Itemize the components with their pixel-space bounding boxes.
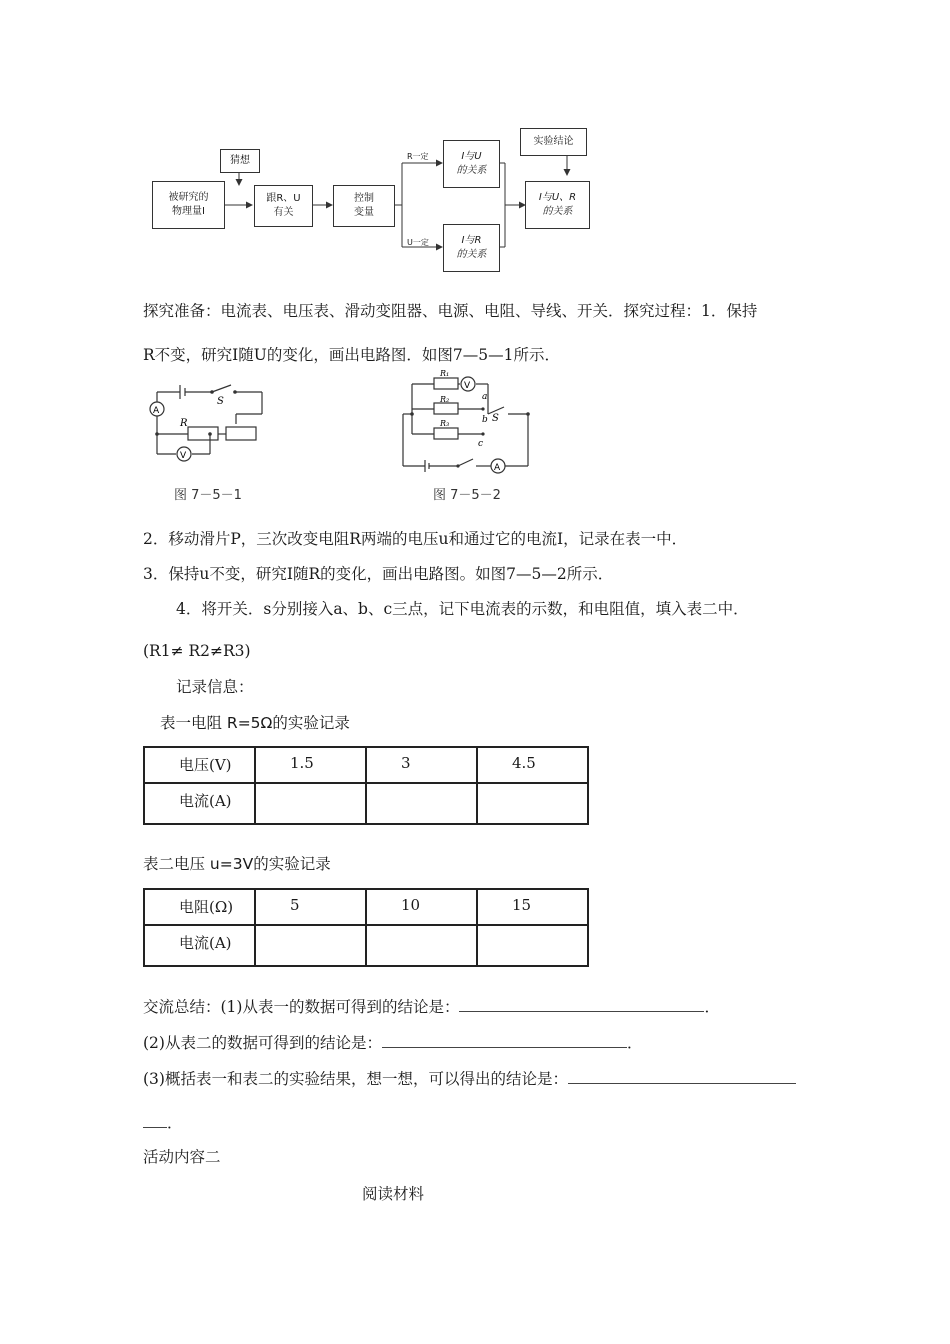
flow-box-conclusion: 实验结论 — [520, 128, 587, 156]
table1-cell: 3 — [366, 747, 477, 783]
flow-box-guess: 猜想 — [220, 149, 260, 173]
table1-row2-label: 电流(A) — [144, 783, 255, 824]
fig2-r2-label: R₂ — [440, 395, 450, 404]
table1-cell: 1.5 — [255, 747, 366, 783]
table2-cell: 15 — [477, 889, 588, 925]
table2-cell: 5 — [255, 889, 366, 925]
table2-row1-label: 电阻(Ω) — [144, 889, 255, 925]
table-voltage-3v — [143, 888, 589, 967]
step-4: 4．将开关．s分别接入a、b、c三点，记下电流表的示数，和电阻值，填入表二中． — [176, 600, 749, 618]
fig2-point-c: c — [478, 439, 484, 449]
flow-box-related: 跟R、U 有关 — [254, 185, 313, 227]
summary-3-text: (3)概括表一和表二的实验结果，想一想，可以得出的结论是： — [143, 1070, 568, 1088]
summary-1-text: 交流总结：(1)从表一的数据可得到的结论是： — [143, 998, 460, 1016]
table-row — [144, 747, 588, 783]
ammeter-label: A — [153, 406, 160, 416]
flow-box-ir: I与R 的关系 — [443, 224, 500, 272]
summary-3-continuation — [143, 1112, 183, 1134]
voltmeter-label: V — [180, 451, 187, 461]
table2-cell: 10 — [366, 889, 477, 925]
table2-cell — [366, 925, 477, 966]
fig2-voltmeter-label: V — [464, 381, 471, 391]
table-row — [144, 925, 588, 966]
summary-3-period: ． — [167, 1114, 183, 1132]
table1-row1-label: 电压(V) — [144, 747, 255, 783]
answer-blank-2[interactable] — [382, 1047, 627, 1048]
table2-title: 表二电压 u=3V的实验记录 — [143, 855, 331, 873]
flow-box-iu: I与U 的关系 — [443, 140, 500, 188]
fig2-ammeter-label: A — [494, 463, 501, 473]
circuit-figure-7-5-1 — [140, 374, 275, 469]
figure-caption-7-5-2: 图 7－5－2 — [433, 488, 501, 503]
table2-cell — [255, 925, 366, 966]
branch-label-r: R一定 — [407, 152, 429, 161]
step-4-note: (R1≠ R2≠R3) — [143, 642, 251, 660]
switch-blade — [212, 385, 231, 392]
step-2: 2．移动滑片P，三次改变电阻R两端的电压u和通过它的电流I，记录在表一中． — [143, 530, 688, 548]
prep-line-1: 探究准备：电流表、电压表、滑动变阻器、电源、电阻、导线、开关．探究过程：1．保持 — [143, 302, 758, 320]
table2-row2-label: 电流(A) — [144, 925, 255, 966]
table2-cell — [477, 925, 588, 966]
table1-cell — [255, 783, 366, 824]
table1-title: 表一电阻 R=5Ω的实验记录 — [160, 714, 350, 732]
activity-2-heading: 活动内容二 — [143, 1148, 221, 1166]
table1-cell: 4.5 — [477, 747, 588, 783]
resistor-label: R — [180, 418, 188, 429]
answer-blank-3-cont[interactable] — [143, 1127, 167, 1128]
answer-blank-1[interactable] — [459, 1011, 704, 1012]
summary-2-text: (2)从表二的数据可得到的结论是： — [143, 1034, 382, 1052]
reading-material-heading: 阅读材料 — [362, 1185, 425, 1203]
prep-line-2: R不变，研究I随U的变化，画出电路图．如图7—5—1所示． — [143, 346, 560, 364]
flow-box-quantity: 被研究的 物理量I — [152, 181, 225, 229]
record-info-heading: 记录信息： — [176, 678, 254, 696]
fig2-point-b: b — [482, 415, 488, 425]
figure-caption-7-5-1: 图 7－5－1 — [174, 488, 242, 503]
table-row — [144, 889, 588, 925]
flow-box-control: 控制 变量 — [333, 185, 395, 227]
answer-blank-3[interactable] — [568, 1083, 796, 1084]
summary-2-period: ． — [626, 1034, 643, 1052]
flow-box-iur: I与U、R 的关系 — [525, 181, 590, 229]
fig2-point-a: a — [482, 392, 488, 402]
switch-label: S — [217, 396, 224, 407]
fig2-switch-label: S — [492, 413, 499, 424]
summary-3 — [143, 1068, 796, 1090]
fig2-r3-label: R₃ — [440, 419, 450, 428]
step-3: 3．保持u不变，研究I随R的变化，画出电路图。如图7—5—2所示． — [143, 565, 614, 583]
summary-1 — [143, 996, 720, 1018]
summary-1-period: ． — [704, 998, 720, 1016]
table-row — [144, 783, 588, 824]
table1-cell — [477, 783, 588, 824]
table-resistance-5ohm — [143, 746, 589, 825]
table1-cell — [366, 783, 477, 824]
summary-2 — [143, 1032, 642, 1054]
circuit-figure-7-5-2 — [398, 369, 538, 474]
fig2-r1-label: R₁ — [440, 369, 450, 378]
branch-label-u: U一定 — [407, 238, 429, 247]
